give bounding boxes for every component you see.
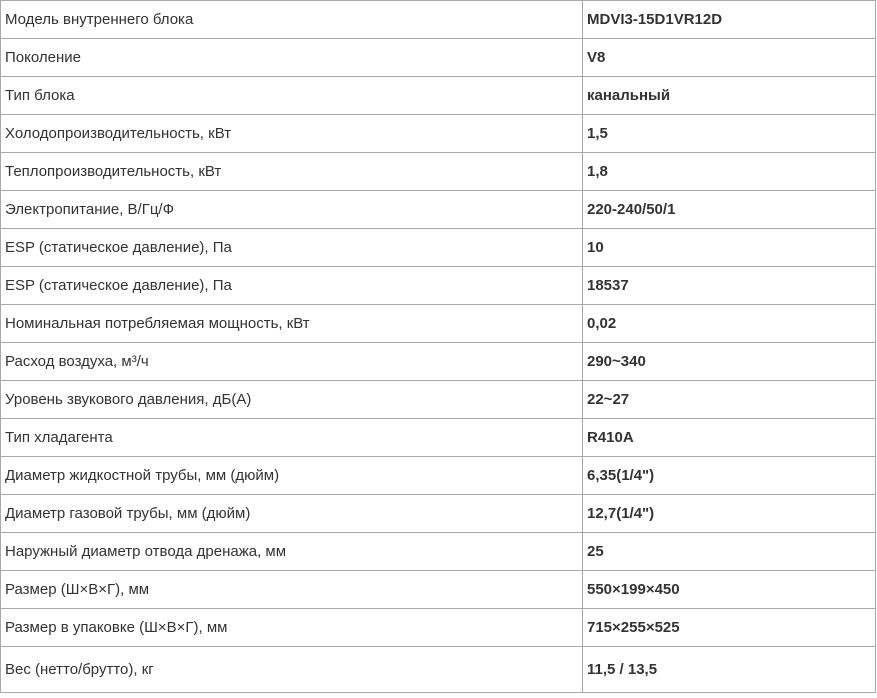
spec-value: MDVI3-15D1VR12D (583, 1, 876, 39)
spec-value: 1,8 (583, 153, 876, 191)
spec-value: 1,5 (583, 115, 876, 153)
spec-value: 11,5 / 13,5 (583, 647, 876, 693)
spec-row-esp (1, 267, 876, 305)
spec-row-generation (1, 39, 876, 77)
spec-value: 0,02 (583, 305, 876, 343)
spec-param: Номинальная потребляемая мощность, кВт (1, 305, 583, 343)
spec-value: 18537 (583, 267, 876, 305)
spec-row-cooling-capacity (1, 115, 876, 153)
specifications-body (1, 1, 876, 693)
spec-param: Тип хладагента (1, 419, 583, 457)
spec-value: 550×199×450 (583, 571, 876, 609)
spec-row-sound-pressure (1, 381, 876, 419)
spec-param: Диаметр газовой трубы, мм (дюйм) (1, 495, 583, 533)
spec-row-drain-diameter (1, 533, 876, 571)
spec-param: Размер (Ш×В×Г), мм (1, 571, 583, 609)
spec-param: Размер в упаковке (Ш×В×Г), мм (1, 609, 583, 647)
spec-param: Тип блока (1, 77, 583, 115)
spec-row-liquid-pipe (1, 457, 876, 495)
spec-value: 22~27 (583, 381, 876, 419)
spec-param: Вес (нетто/брутто), кг (1, 647, 583, 693)
spec-row-air-flow (1, 343, 876, 381)
spec-row-power-supply (1, 191, 876, 229)
spec-value: 290~340 (583, 343, 876, 381)
spec-row-esp (1, 229, 876, 267)
spec-row-power-consumption (1, 305, 876, 343)
spec-row-gas-pipe (1, 495, 876, 533)
spec-row-unit-type (1, 77, 876, 115)
spec-value: 12,7(1/4") (583, 495, 876, 533)
spec-value: V8 (583, 39, 876, 77)
spec-param: Электропитание, В/Гц/Ф (1, 191, 583, 229)
spec-value: 715×255×525 (583, 609, 876, 647)
spec-param: Модель внутреннего блока (1, 1, 583, 39)
spec-value: канальный (583, 77, 876, 115)
spec-param: Диаметр жидкостной трубы, мм (дюйм) (1, 457, 583, 495)
spec-param: Уровень звукового давления, дБ(А) (1, 381, 583, 419)
spec-value: 220-240/50/1 (583, 191, 876, 229)
spec-value: 6,35(1/4") (583, 457, 876, 495)
spec-param: Холодопроизводительность, кВт (1, 115, 583, 153)
spec-param: Теплопроизводительность, кВт (1, 153, 583, 191)
spec-param: ESP (статическое давление), Па (1, 267, 583, 305)
spec-param: ESP (статическое давление), Па (1, 229, 583, 267)
spec-param: Поколение (1, 39, 583, 77)
spec-row-heating-capacity (1, 153, 876, 191)
spec-param: Наружный диаметр отвода дренажа, мм (1, 533, 583, 571)
spec-value: 10 (583, 229, 876, 267)
spec-row-dimensions (1, 571, 876, 609)
spec-row-package-dimensions (1, 609, 876, 647)
spec-row-model (1, 1, 876, 39)
spec-row-weight (1, 647, 876, 693)
spec-value: R410A (583, 419, 876, 457)
spec-value: 25 (583, 533, 876, 571)
spec-row-refrigerant (1, 419, 876, 457)
spec-param: Расход воздуха, м³/ч (1, 343, 583, 381)
